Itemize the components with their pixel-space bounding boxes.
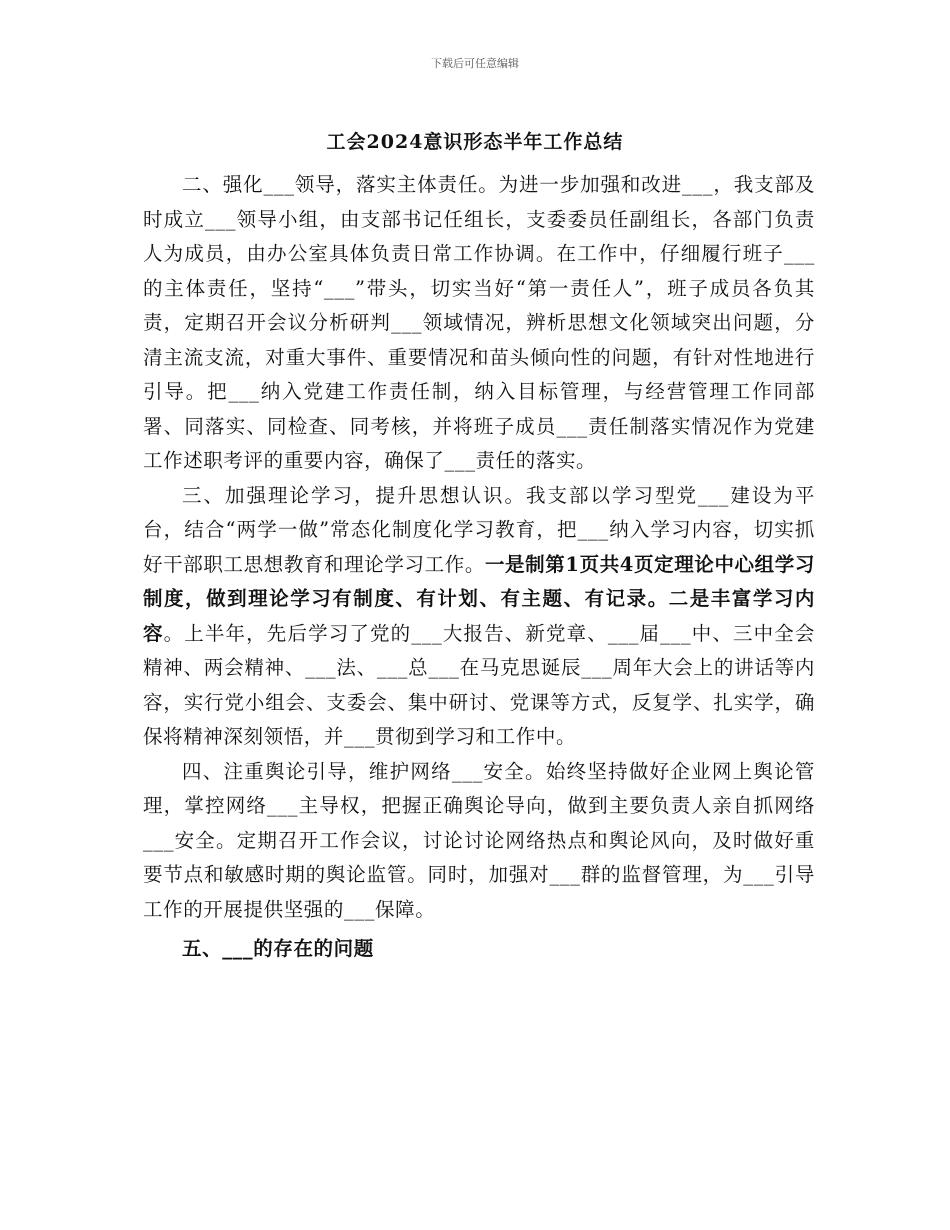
document-title: 工会2024意识形态半年工作总结 bbox=[326, 131, 624, 153]
paragraph-section-2: 二、强化___领导，落实主体责任。为进一步加强和改进___，我支部及时成立___领导小组，由支部书记任组长，支委委员任副组长，各部门负责人为成员，由办公室具体负责日常工作协调。在工作中，仔细履行班子___的主体责任，坚持“___”带头，切实当好“第一责任人”，班子成员各负其责，定期召开会议分析研判___领域情况，辨析思想文化领域突出问题，分清主流支流，对重大事件、重要情况和苗头倾向性的问题，有针对性地进行引导。把___纳入党建工作责任制，纳入目标管理，与经营管理工作同部署、同落实、同检查、同考核，并将班子成员___责任制落实情况作为党建工作述职考评的重要内容，确保了___责任的落实。 bbox=[143, 173, 815, 472]
header-note: 下载后可任意编辑 bbox=[431, 57, 519, 70]
paragraph-section-3-bold: 一是制第1页共4页定理论中心组学习制度，做到理论学习有制度、有计划、有主题、有记录。二是丰富学习内容 bbox=[143, 552, 815, 645]
paragraph-section-3-intro: 三、加强理论学习，提升思想认识。我支部以学习型党___建设为平台，结合“两学一做”常态化制度化学习教育，把___纳入学习内容，切实抓好干部职工思想教育和理论学习工作。 bbox=[143, 483, 815, 576]
document-body bbox=[143, 168, 815, 971]
section-5-heading: 五、___的存在的问题 bbox=[182, 937, 374, 960]
paragraph-section-3 bbox=[143, 479, 815, 755]
paragraph-section-3-rest: 。上半年，先后学习了党的___大报告、新党章、___届___中、三中全会精神、两会精神、___法、___总___在马克思诞辰___周年大会上的讲话等内容，实行党小组会、支委会、集中研讨、党课等方式，反复学、扎实学，确保将精神深刻领悟，并___贯彻到学习和工作中。 bbox=[143, 621, 815, 748]
paragraph-section-4: 四、注重舆论引导，维护网络___安全。始终坚持做好企业网上舆论管理，掌控网络___主导权，把握正确舆论导向，做到主要负责人亲自抓网络___安全。定期召开工作会议，讨论讨论网络热点和舆论风向，及时做好重要节点和敏感时期的舆论监管。同时，加强对___群的监督管理，为___引导工作的开展提供坚强的___保障。 bbox=[143, 759, 815, 921]
